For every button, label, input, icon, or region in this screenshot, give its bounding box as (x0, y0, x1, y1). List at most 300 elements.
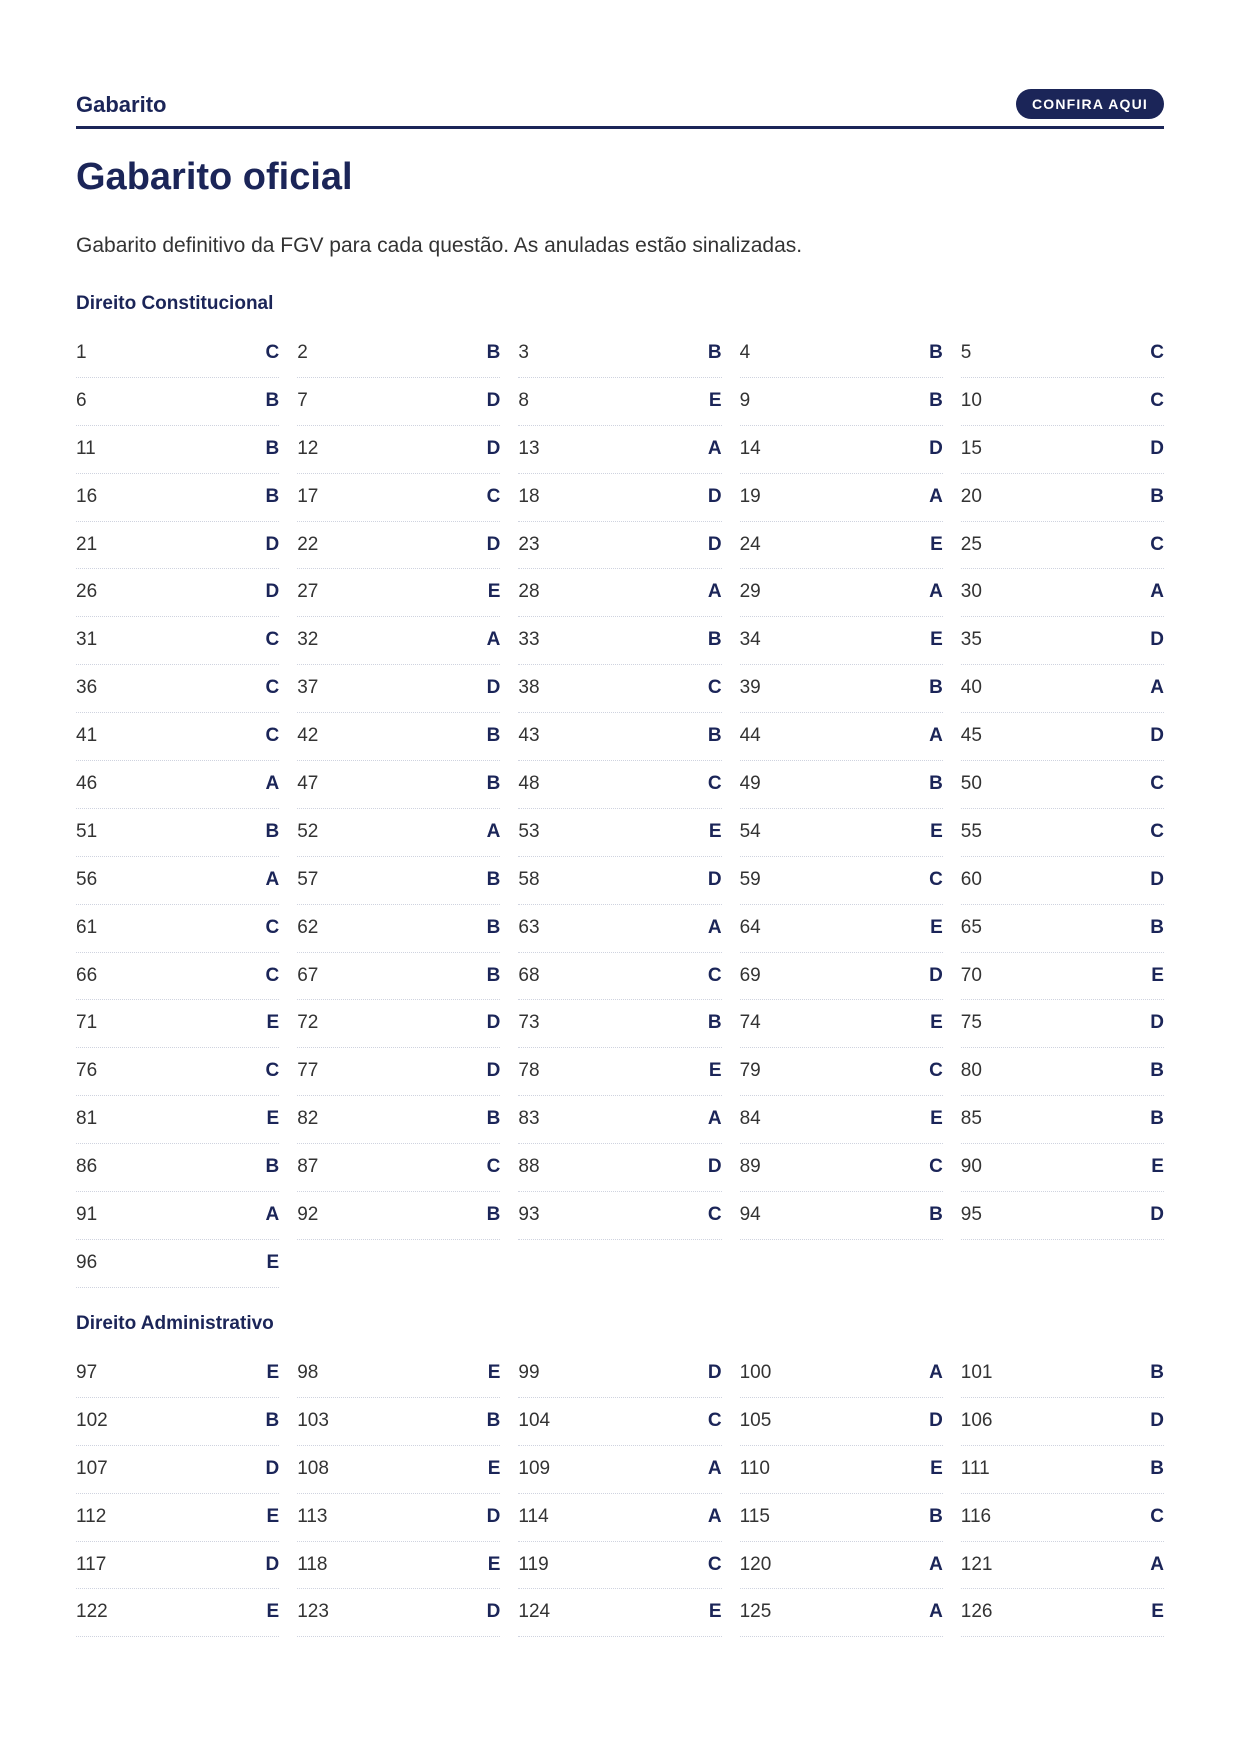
answer-item (518, 1542, 721, 1590)
answer-item (961, 426, 1164, 474)
answer-item (961, 569, 1164, 617)
question-number: 109 (518, 1457, 551, 1479)
answer-letter: D (486, 1601, 501, 1623)
answer-letter: B (486, 916, 501, 938)
question-number: 38 (518, 677, 540, 699)
answer-item (961, 761, 1164, 809)
answer-item (76, 1589, 279, 1637)
answer-item (297, 378, 500, 426)
answer-item (961, 330, 1164, 378)
question-number: 42 (297, 725, 319, 747)
answer-item (518, 1398, 721, 1446)
question-number: 119 (518, 1553, 549, 1575)
question-number: 54 (739, 820, 761, 842)
answer-letter: A (486, 629, 501, 651)
question-number: 49 (739, 773, 761, 795)
question-number: 107 (76, 1457, 108, 1479)
answer-item (961, 1589, 1164, 1637)
answer-letter: E (487, 1362, 501, 1383)
answer-letter: E (1151, 1156, 1164, 1178)
question-number: 126 (960, 1601, 993, 1623)
answer-letter: E (1151, 964, 1164, 986)
answer-item (297, 809, 500, 857)
answer-item (518, 426, 721, 474)
answer-letter: B (1150, 1108, 1164, 1130)
answer-letter: D (486, 677, 501, 699)
answer-item (518, 1589, 721, 1637)
answer-item (518, 1350, 721, 1398)
question-number: 108 (297, 1457, 329, 1479)
answer-letter: B (929, 773, 943, 795)
answer-item (961, 1494, 1164, 1542)
answer-letter: D (1150, 629, 1164, 651)
answer-item (740, 330, 943, 378)
question-number: 115 (739, 1505, 770, 1527)
answer-item (76, 1048, 279, 1096)
question-number: 26 (76, 581, 98, 603)
answer-letter: E (930, 1012, 943, 1034)
answer-item (740, 1350, 943, 1398)
answer-item (76, 953, 279, 1001)
answer-item (740, 378, 943, 426)
answer-item (518, 761, 721, 809)
question-number: 23 (518, 533, 540, 555)
question-number: 79 (739, 1060, 761, 1082)
answer-letter: B (929, 1505, 943, 1527)
answer-item (518, 330, 721, 378)
question-number: 33 (518, 629, 540, 651)
question-number: 35 (960, 629, 982, 651)
question-number: 121 (960, 1553, 993, 1575)
answer-letter: B (265, 820, 280, 842)
answer-letter: D (265, 1457, 280, 1479)
answer-letter: A (265, 868, 280, 890)
question-number: 70 (960, 964, 982, 986)
answer-item (961, 1192, 1164, 1240)
question-number: 113 (297, 1505, 328, 1527)
answer-letter: A (929, 1362, 943, 1383)
answer-item (518, 1144, 721, 1192)
question-number: 16 (76, 485, 98, 507)
answer-letter: E (266, 1108, 280, 1130)
question-number: 64 (739, 916, 761, 938)
answer-item (297, 857, 500, 905)
answer-item (740, 809, 943, 857)
answer-letter: E (708, 1060, 722, 1082)
answer-item (297, 1048, 500, 1096)
question-number: 52 (297, 820, 319, 842)
question-number: 82 (297, 1108, 319, 1130)
question-number: 36 (76, 677, 98, 699)
answer-item (297, 1446, 500, 1494)
question-number: 125 (739, 1601, 772, 1623)
question-number: 65 (960, 916, 982, 938)
question-number: 13 (518, 437, 540, 459)
question-number: 101 (960, 1362, 993, 1383)
answer-letter: A (929, 1601, 943, 1623)
answer-letter: C (265, 1060, 280, 1082)
question-number: 104 (518, 1409, 551, 1431)
question-number: 76 (76, 1060, 98, 1082)
question-number: 114 (518, 1505, 549, 1527)
answer-item (76, 1096, 279, 1144)
answer-item (76, 1446, 279, 1494)
answer-item (76, 569, 279, 617)
question-number: 123 (297, 1601, 329, 1623)
answer-item (961, 1048, 1164, 1096)
answer-item (518, 378, 721, 426)
page-title: Gabarito oficial (76, 156, 353, 198)
answer-item (518, 1446, 721, 1494)
answer-item (518, 953, 721, 1001)
question-number: 93 (518, 1204, 540, 1226)
answer-letter: B (486, 1204, 501, 1226)
answer-letter: B (929, 677, 943, 699)
question-number: 92 (297, 1204, 319, 1226)
question-number: 84 (739, 1108, 761, 1130)
answer-letter: C (486, 1156, 501, 1178)
answer-letter: C (486, 485, 501, 507)
answer-item (518, 569, 721, 617)
question-number: 27 (297, 581, 319, 603)
answer-item (740, 1048, 943, 1096)
confira-aqui-button[interactable]: CONFIRA AQUI (1016, 89, 1164, 119)
answer-item (297, 953, 500, 1001)
question-number: 60 (960, 868, 982, 890)
answer-letter: D (265, 533, 280, 555)
question-number: 5 (960, 342, 972, 363)
answer-item (740, 857, 943, 905)
answer-letter: D (707, 1156, 722, 1178)
question-number: 94 (739, 1204, 761, 1226)
question-number: 28 (518, 581, 540, 603)
question-number: 72 (297, 1012, 319, 1034)
answer-letter: E (1151, 1601, 1164, 1623)
answer-letter: B (929, 389, 943, 411)
question-number: 3 (518, 342, 529, 363)
question-number: 1 (76, 342, 87, 363)
answer-item (740, 1589, 943, 1637)
question-number: 90 (960, 1156, 982, 1178)
question-number: 103 (297, 1409, 329, 1431)
question-number: 7 (297, 389, 308, 411)
answer-letter: B (486, 1108, 501, 1130)
question-number: 61 (76, 916, 98, 938)
answer-letter: B (486, 725, 501, 747)
answer-item (76, 522, 279, 570)
answer-letter: A (929, 1553, 943, 1575)
answer-letter: D (1150, 437, 1164, 459)
question-number: 95 (960, 1204, 982, 1226)
question-number: 12 (297, 437, 319, 459)
answer-letter: E (930, 1108, 943, 1130)
answer-item (961, 713, 1164, 761)
answer-item (76, 617, 279, 665)
answer-item (740, 761, 943, 809)
answer-letter: A (486, 820, 501, 842)
question-number: 81 (76, 1108, 98, 1130)
question-number: 15 (960, 437, 982, 459)
question-number: 51 (76, 820, 98, 842)
question-number: 21 (76, 533, 98, 555)
answer-item (961, 953, 1164, 1001)
answer-item (297, 426, 500, 474)
answer-letter: D (707, 868, 722, 890)
answer-letter: C (1150, 533, 1164, 555)
question-number: 20 (960, 485, 982, 507)
answer-item (961, 1144, 1164, 1192)
answer-letter: D (1150, 868, 1164, 890)
answer-letter: C (707, 1409, 722, 1431)
question-number: 25 (960, 533, 982, 555)
answer-item (961, 378, 1164, 426)
answer-letter: D (1150, 1409, 1164, 1431)
answer-item (961, 905, 1164, 953)
question-number: 19 (739, 485, 761, 507)
answer-letter: D (707, 533, 722, 555)
answer-item (961, 474, 1164, 522)
question-number: 88 (518, 1156, 540, 1178)
question-number: 31 (76, 629, 98, 651)
question-number: 29 (739, 581, 761, 603)
answer-item (518, 1096, 721, 1144)
answer-letter: D (707, 1362, 722, 1383)
question-number: 110 (739, 1457, 770, 1479)
answer-item (740, 713, 943, 761)
question-number: 100 (739, 1362, 772, 1383)
question-number: 58 (518, 868, 540, 890)
answer-item (76, 426, 279, 474)
answer-letter: E (930, 1457, 943, 1479)
answer-item (740, 1398, 943, 1446)
question-number: 30 (960, 581, 982, 603)
answer-item (961, 665, 1164, 713)
question-number: 11 (76, 437, 96, 459)
answer-letter: E (487, 1553, 501, 1575)
answer-letter: A (707, 1108, 722, 1130)
question-number: 46 (76, 773, 98, 795)
answer-letter: E (266, 1601, 280, 1623)
question-number: 2 (297, 342, 308, 363)
question-number: 48 (518, 773, 540, 795)
question-number: 73 (518, 1012, 540, 1034)
answer-item (740, 1096, 943, 1144)
answer-item (961, 1350, 1164, 1398)
answer-item (961, 857, 1164, 905)
question-number: 45 (960, 725, 982, 747)
top-bar (76, 88, 1164, 129)
answer-letter: B (929, 1204, 943, 1226)
answer-letter: B (265, 437, 280, 459)
answer-letter: E (930, 629, 943, 651)
answer-letter: A (929, 485, 943, 507)
question-number: 91 (76, 1204, 98, 1226)
question-number: 41 (76, 725, 98, 747)
answer-letter: D (486, 1012, 501, 1034)
answer-item (740, 1000, 943, 1048)
answer-letter: A (707, 437, 722, 459)
answer-letter: B (929, 342, 943, 363)
answer-letter: E (266, 1251, 280, 1273)
answer-item (297, 761, 500, 809)
answer-item (297, 1589, 500, 1637)
answer-item (518, 713, 721, 761)
answer-letter: D (707, 485, 722, 507)
answer-item (740, 617, 943, 665)
answer-item (297, 665, 500, 713)
answer-letter: B (265, 389, 280, 411)
answer-letter: D (265, 1553, 280, 1575)
answer-item (740, 665, 943, 713)
answer-item (518, 474, 721, 522)
question-number: 122 (76, 1601, 108, 1623)
answer-letter: C (1150, 342, 1164, 363)
answer-letter: C (929, 868, 943, 890)
answer-item (518, 665, 721, 713)
question-number: 102 (76, 1409, 108, 1431)
answer-item (740, 474, 943, 522)
question-number: 55 (960, 820, 982, 842)
section-heading-direito-administrativo: Direito Administrativo (76, 1313, 274, 1334)
answer-letter: C (265, 677, 280, 699)
answer-letter: C (265, 964, 280, 986)
answer-item (76, 1000, 279, 1048)
question-number: 74 (739, 1012, 761, 1034)
question-number: 83 (518, 1108, 540, 1130)
question-number: 63 (518, 916, 540, 938)
answer-letter: B (1150, 485, 1164, 507)
answer-letter: D (929, 964, 943, 986)
answer-letter: B (1150, 916, 1164, 938)
question-number: 39 (739, 677, 761, 699)
answer-letter: A (929, 581, 943, 603)
question-number: 78 (518, 1060, 540, 1082)
answer-letter: C (1150, 773, 1164, 795)
question-number: 112 (76, 1505, 107, 1527)
question-number: 97 (76, 1362, 98, 1383)
answer-item (76, 713, 279, 761)
answer-letter: C (707, 964, 722, 986)
answer-letter: D (929, 1409, 943, 1431)
answer-letter: E (487, 1457, 501, 1479)
answer-item (76, 330, 279, 378)
answer-item (297, 1350, 500, 1398)
answer-letter: B (265, 1156, 280, 1178)
answer-item (297, 1494, 500, 1542)
answer-letter: D (1150, 725, 1164, 747)
answer-letter: E (266, 1505, 280, 1527)
answer-letter: A (707, 916, 722, 938)
question-number: 118 (297, 1553, 328, 1575)
answer-letter: D (486, 437, 501, 459)
answer-letter: C (1150, 389, 1164, 411)
question-number: 120 (739, 1553, 772, 1575)
answer-letter: D (486, 1060, 501, 1082)
question-number: 6 (76, 389, 87, 411)
question-number: 85 (960, 1108, 982, 1130)
question-number: 47 (297, 773, 319, 795)
answer-letter: E (708, 820, 722, 842)
question-number: 80 (960, 1060, 982, 1082)
question-number: 37 (297, 677, 319, 699)
answer-grid-direito-administrativo (76, 1350, 1164, 1637)
answer-item (76, 857, 279, 905)
answer-item (297, 330, 500, 378)
answer-letter: C (265, 725, 280, 747)
answer-letter: B (707, 1012, 722, 1034)
question-number: 18 (518, 485, 540, 507)
answer-item (297, 905, 500, 953)
answer-letter: B (486, 773, 501, 795)
question-number: 10 (960, 389, 982, 411)
answer-item (76, 1350, 279, 1398)
question-number: 9 (739, 389, 751, 411)
answer-letter: E (487, 581, 501, 603)
answer-item (76, 809, 279, 857)
question-number: 59 (739, 868, 761, 890)
section-heading-direito-constitucional: Direito Constitucional (76, 293, 274, 314)
answer-letter: C (929, 1060, 943, 1082)
answer-item (297, 1192, 500, 1240)
question-number: 98 (297, 1362, 319, 1383)
answer-letter: B (1150, 1362, 1164, 1383)
question-number: 50 (960, 773, 982, 795)
answer-item (76, 905, 279, 953)
answer-letter: C (929, 1156, 943, 1178)
answer-letter: E (930, 533, 943, 555)
question-number: 17 (297, 485, 319, 507)
answer-letter: C (265, 916, 280, 938)
answer-item (76, 1240, 279, 1288)
answer-letter: B (1150, 1457, 1164, 1479)
answer-item (297, 1398, 500, 1446)
answer-item (76, 1144, 279, 1192)
answer-item (961, 1096, 1164, 1144)
question-number: 105 (739, 1409, 772, 1431)
answer-item (297, 1096, 500, 1144)
question-number: 89 (739, 1156, 761, 1178)
answer-letter: E (930, 820, 943, 842)
question-number: 24 (739, 533, 761, 555)
answer-letter: B (486, 964, 501, 986)
answer-item (76, 1494, 279, 1542)
answer-item (76, 378, 279, 426)
answer-letter: B (486, 1409, 501, 1431)
question-number: 116 (960, 1505, 992, 1527)
answer-item (76, 1398, 279, 1446)
answer-item (740, 1144, 943, 1192)
answer-letter: B (707, 725, 722, 747)
answer-letter: D (486, 1505, 501, 1527)
answer-item (961, 522, 1164, 570)
answer-letter: E (708, 1601, 722, 1623)
answer-letter: D (1150, 1012, 1164, 1034)
answer-letter: A (1150, 1553, 1164, 1575)
answer-item (518, 1048, 721, 1096)
question-number: 111 (960, 1457, 990, 1479)
answer-letter: A (1150, 581, 1164, 603)
answer-item (297, 713, 500, 761)
question-number: 14 (739, 437, 761, 459)
question-number: 66 (76, 964, 98, 986)
answer-item (297, 474, 500, 522)
answer-item (297, 1144, 500, 1192)
question-number: 96 (76, 1251, 98, 1273)
question-number: 75 (960, 1012, 982, 1034)
answer-letter: C (707, 773, 722, 795)
question-number: 77 (297, 1060, 319, 1082)
answer-item (961, 1398, 1164, 1446)
